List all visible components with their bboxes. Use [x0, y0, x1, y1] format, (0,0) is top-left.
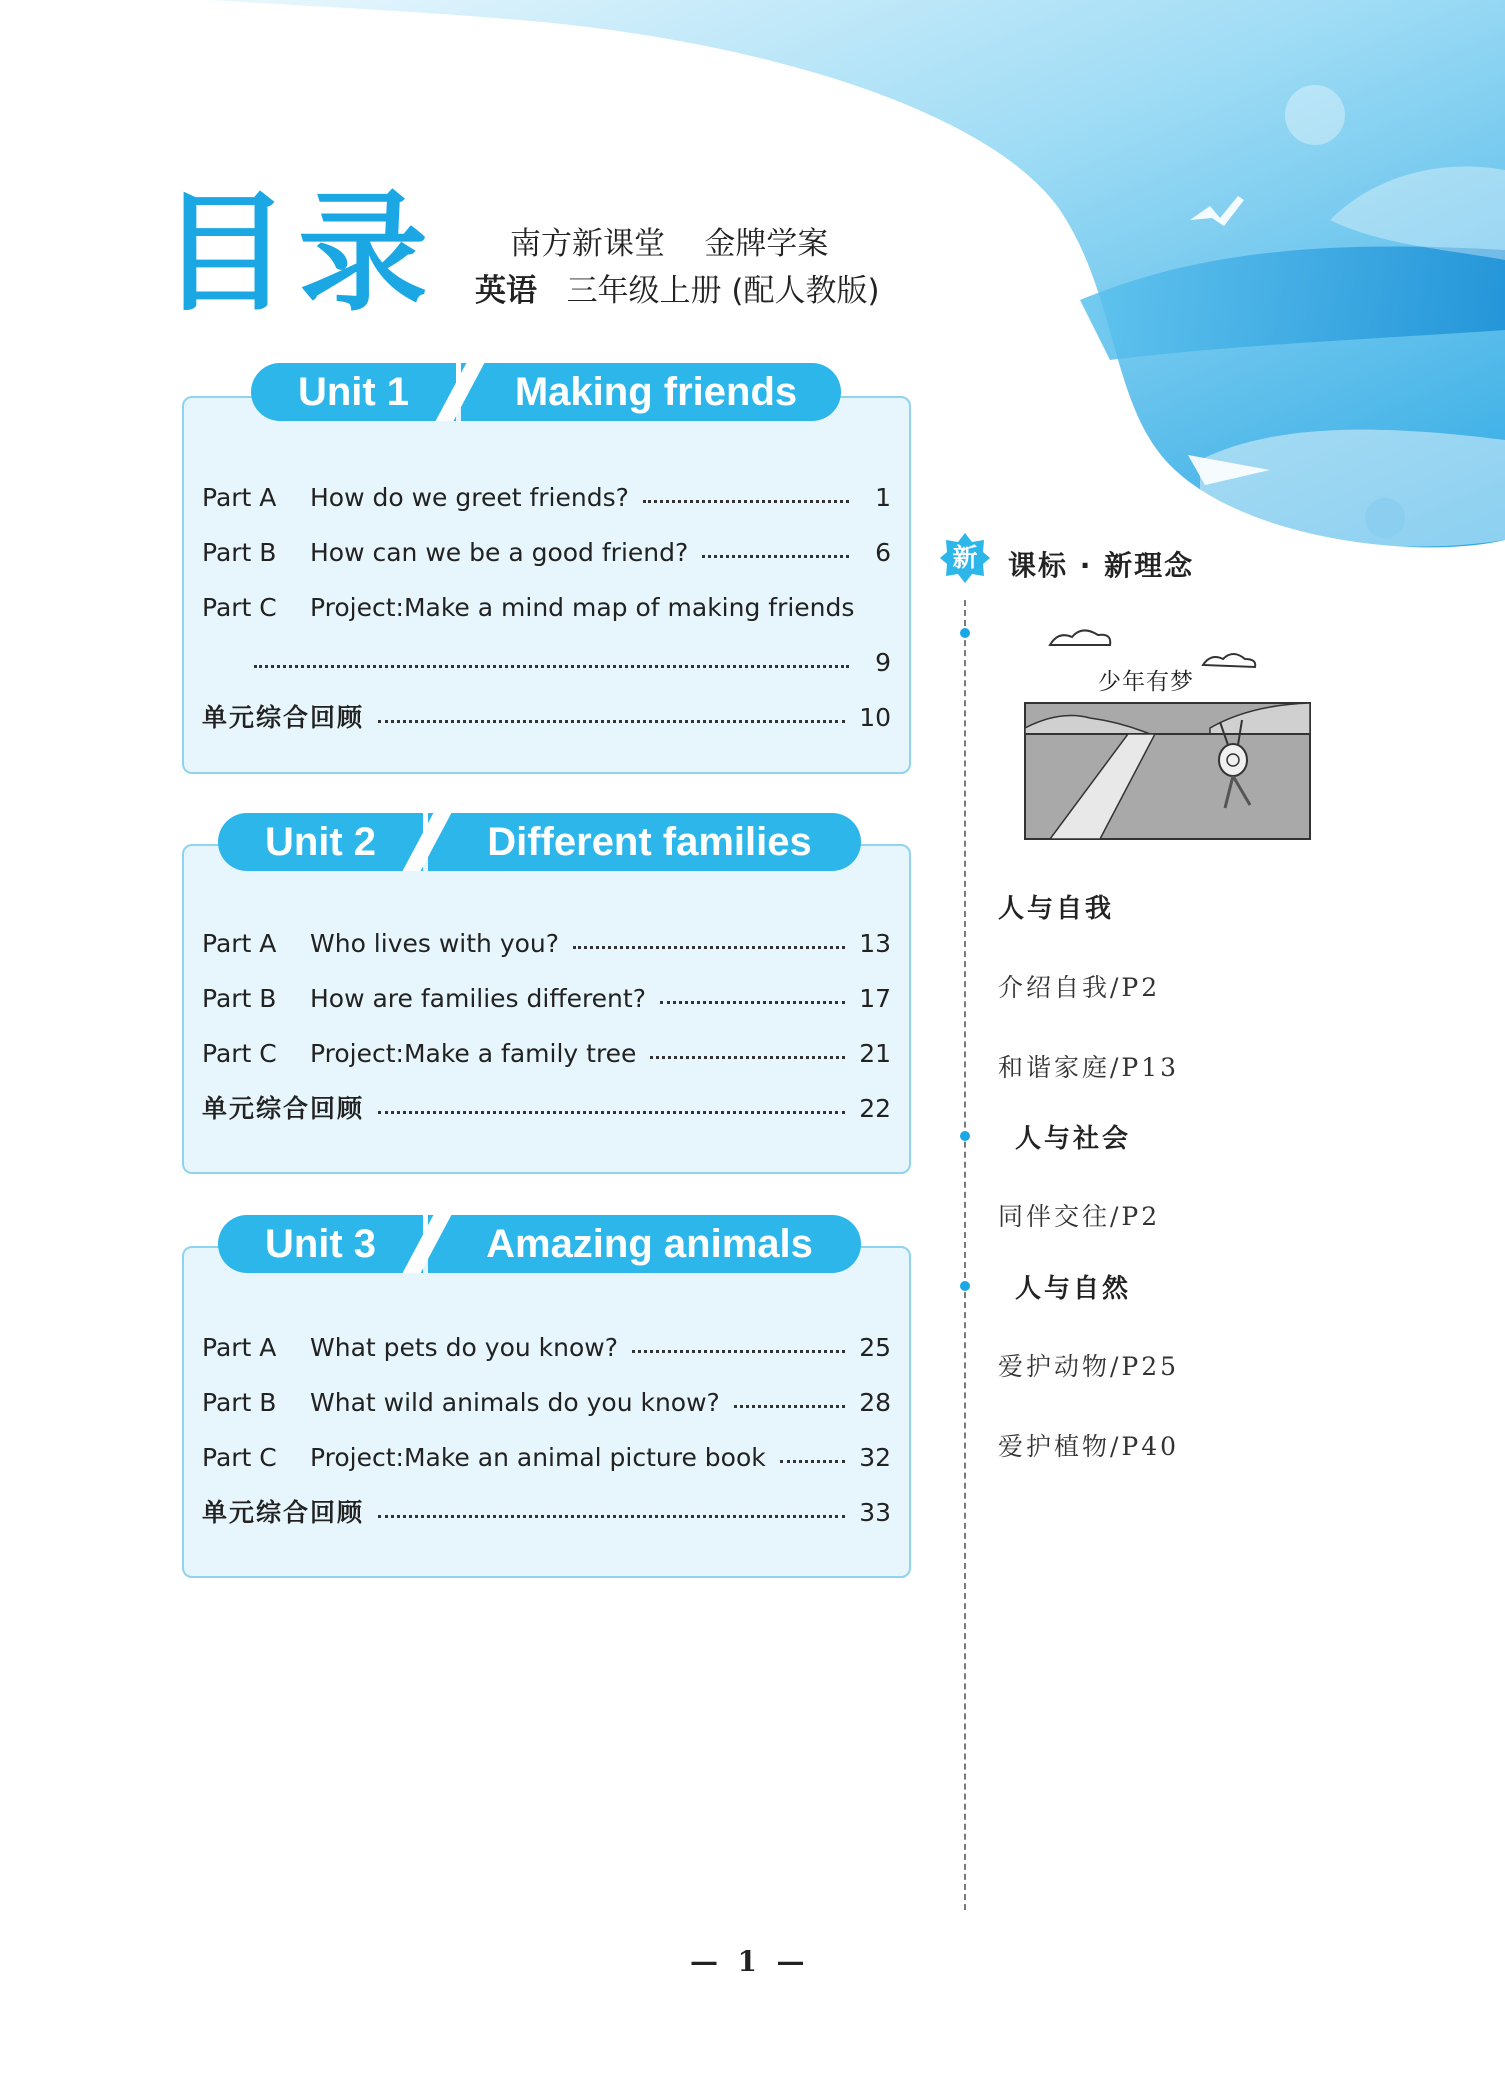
toc-row-review[interactable] [202, 1091, 891, 1127]
sidebar-title: 课标 · 新理念 [1008, 549, 1195, 582]
grade-edition: 三年级上册 (配人教版) [566, 273, 880, 309]
toc-leader [734, 1405, 845, 1408]
subject-line [475, 265, 880, 310]
category-society: 人与社会 [1015, 1124, 1132, 1154]
category-nature: 人与自然 [1015, 1274, 1132, 1304]
toc-page: 9 [875, 648, 891, 677]
topic-link[interactable]: 同伴交往/P2 [998, 1202, 1161, 1231]
toc-page: 1 [875, 483, 891, 512]
sidebar-bullet [960, 1131, 970, 1141]
unit-header-1 [251, 363, 841, 421]
topic-link[interactable]: 介绍自我/P2 [998, 973, 1161, 1002]
unit-title: Different families [428, 813, 861, 871]
toc-leader [378, 720, 845, 723]
toc-leader [650, 1056, 845, 1059]
sidebar-dashed-divider [964, 600, 966, 1910]
toc-page: 13 [859, 929, 891, 958]
toc-leader [573, 946, 845, 949]
toc-leader [378, 1111, 845, 1114]
toc-row[interactable] [202, 480, 891, 516]
toc-page: 25 [859, 1333, 891, 1362]
toc-title: Project:Make an animal picture book [310, 1443, 766, 1472]
toc-row-continued[interactable] [254, 645, 891, 681]
toc-leader [702, 555, 849, 558]
toc-row[interactable] [202, 926, 891, 962]
series-name: 南方新课堂 金牌学案 [510, 226, 829, 262]
unit-header-3 [218, 1215, 861, 1273]
toc-title: What pets do you know? [310, 1333, 618, 1362]
toc-page: 6 [875, 538, 891, 567]
category-self: 人与自我 [998, 894, 1115, 924]
toc-part: Part B [202, 1388, 277, 1417]
toc-part: 单元综合回顾 [202, 703, 365, 732]
toc-row[interactable] [202, 981, 891, 1017]
toc-leader [780, 1460, 845, 1463]
toc-part: Part B [202, 538, 277, 567]
toc-part: 单元综合回顾 [202, 1498, 365, 1527]
unit-title: Making friends [461, 363, 841, 421]
topic-link[interactable]: 和谐家庭/P13 [998, 1053, 1180, 1082]
toc-part: 单元综合回顾 [202, 1094, 365, 1123]
toc-page: 32 [859, 1443, 891, 1472]
toc-part: Part A [202, 1333, 277, 1362]
dream-illustration [1020, 610, 1320, 850]
toc-part: Part C [202, 1039, 277, 1068]
unit-label: Unit 2 [218, 813, 423, 871]
page-number: — 1 — [690, 1945, 805, 1978]
toc-title: Project:Make a mind map of making friends [310, 593, 855, 622]
toc-leader [254, 665, 849, 668]
toc-title: Project:Make a family tree [310, 1039, 637, 1068]
sidebar-bullet [960, 628, 970, 638]
toc-row[interactable] [202, 590, 891, 626]
toc-leader [632, 1350, 845, 1353]
new-badge-label: 新 [952, 543, 978, 572]
toc-page: 28 [859, 1388, 891, 1417]
toc-title: How can we be a good friend? [310, 538, 689, 567]
toc-row-review[interactable] [202, 1495, 891, 1531]
sidebar-bullet [960, 1281, 970, 1291]
topic-link[interactable]: 爱护动物/P25 [998, 1352, 1180, 1381]
toc-row[interactable] [202, 1385, 891, 1421]
toc-part: Part C [202, 1443, 277, 1472]
toc-title: Who lives with you? [310, 929, 560, 958]
toc-title: How do we greet friends? [310, 483, 629, 512]
unit-label: Unit 1 [251, 363, 456, 421]
toc-part: Part A [202, 929, 277, 958]
unit-card-3 [182, 1246, 911, 1578]
toc-title: What wild animals do you know? [310, 1388, 720, 1417]
illustration-caption: 少年有梦 [1098, 669, 1194, 695]
toc-leader [660, 1001, 845, 1004]
topic-link[interactable]: 爱护植物/P40 [998, 1432, 1180, 1461]
toc-part: Part A [202, 483, 277, 512]
toc-row[interactable] [202, 1440, 891, 1476]
toc-row[interactable] [202, 535, 891, 571]
toc-page: 21 [859, 1039, 891, 1068]
unit-card-2 [182, 844, 911, 1174]
toc-page: 10 [859, 703, 891, 732]
unit-title: Amazing animals [428, 1215, 861, 1273]
unit-header-2 [218, 813, 861, 871]
toc-leader [378, 1515, 845, 1518]
unit-card-1 [182, 396, 911, 774]
toc-title: How are families different? [310, 984, 646, 1013]
toc-part: Part B [202, 984, 277, 1013]
toc-part: Part C [202, 593, 277, 622]
toc-page: 17 [859, 984, 891, 1013]
subject: 英语 [475, 273, 537, 309]
toc-leader [643, 500, 849, 503]
page-number-value: 1 [737, 1945, 757, 1978]
toc-row[interactable] [202, 1330, 891, 1366]
toc-row[interactable] [202, 1036, 891, 1072]
toc-page: 22 [859, 1094, 891, 1123]
toc-row-review[interactable] [202, 700, 891, 736]
page-title: 目录 [160, 177, 437, 329]
unit-label: Unit 3 [218, 1215, 423, 1273]
toc-page: 33 [859, 1498, 891, 1527]
